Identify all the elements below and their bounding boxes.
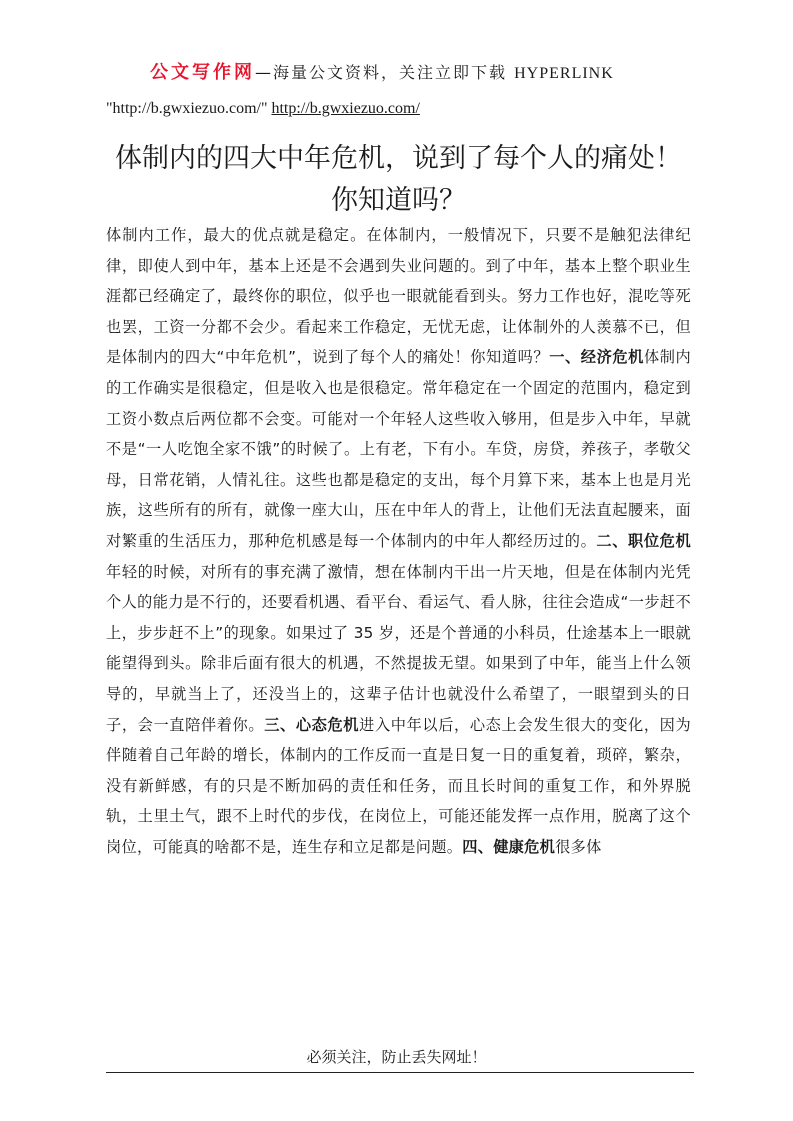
section-heading-economic: 一、经济危机	[549, 348, 644, 367]
section-heading-mindset: 三、心态危机	[264, 715, 360, 734]
brand-name[interactable]: 公文写作网	[150, 62, 255, 83]
section-heading-health: 四、健康危机	[462, 837, 556, 856]
section-text-position: 年轻的时候，对所有的事充满了激情，想在体制内干出一片天地，但是在体制内光凭个人的能力是不行的，还要看机遇、看平台、看运气、看人脉，往往会造成“一步赶不上，步步赶不上”的现象。如果过了 35 岁，还是个普通的小科员，仕途基本上一眼就能望得到头。除非后面有很大的机遇，不然提拔无望。如果到了中年，能当上什么领导的，早就当上了，还没当上的，这辈子估计也就没什么希望了，一眼望到头的日子，会一直陪伴着你。	[106, 562, 691, 734]
article-title: 体制内的四大中年危机，说到了每个人的痛处！你知道吗？	[115, 143, 682, 216]
header-banner	[150, 61, 710, 86]
hyperlink-field-code: "http://b.gwxiezuo.com/"	[106, 100, 268, 117]
section-text-health: 很多体	[555, 837, 602, 856]
header-tagline: —海量公文资料，关注立即下载	[255, 63, 508, 82]
section-heading-position: 二、职位危机	[596, 531, 691, 550]
footer-divider	[106, 1072, 694, 1073]
header-link-line	[106, 97, 420, 121]
footer-note: 必须关注，防止丢失网址！	[306, 1048, 487, 1066]
section-text-mindset: 进入中年以后，心态上会发生很大的变化，因为伴随着自己年龄的增长，体制内的工作反而一直是日复一日的重复着，琐碎，繁杂，没有新鲜感，有的只是不断加码的责任和任务，而且长时间的重复工作，和外界脱轨，土里土气，跟不上时代的步伐，在岗位上，可能还能发挥一点作用，脱离了这个岗位，可能真的啥都不是，连生存和立足都是问题。	[106, 715, 691, 856]
section-text-economic: 体制内的工作确实是很稳定，但是收入也是很稳定。常年稳定在一个固定的范围内，稳定到工资小数点后两位都不会变。可能对一个年轻人这些收入够用，但是步入中年，早就不是“一人吃饱全家不饿”的时候了。上有老，下有小。车贷，房贷，养孩子，孝敬父母，日常花销，人情礼往。这些也都是稳定的支出，每个月算下来，基本上也是月光族，这些所有的所有，就像一座大山，压在中年人的背上，让他们无法直起腰来，面对繁重的生活压力，那种危机感是每一个体制内的中年人都经历过的。	[106, 348, 692, 550]
article-body	[106, 220, 691, 862]
intro-paragraph: 体制内工作，最大的优点就是稳定。在体制内，一般情况下，只要不是触犯法律纪律，即使人到中年，基本上还是不会遇到失业问题的。到了中年，基本上整个职业生涯都已经确定了，最终你的职位，似乎也一眼就能看到头。努力工作也好，混吃等死也罢，工资一分都不会少。看起来工作稳定，无忧无虑，让体制外的人羡慕不已，但是体制内的四大“中年危机”，说到了每个人的痛处！你知道吗？	[106, 226, 691, 367]
hyperlink-field-word: HYPERLINK	[514, 65, 614, 82]
site-link[interactable]: http://b.gwxiezuo.com/	[271, 100, 420, 117]
